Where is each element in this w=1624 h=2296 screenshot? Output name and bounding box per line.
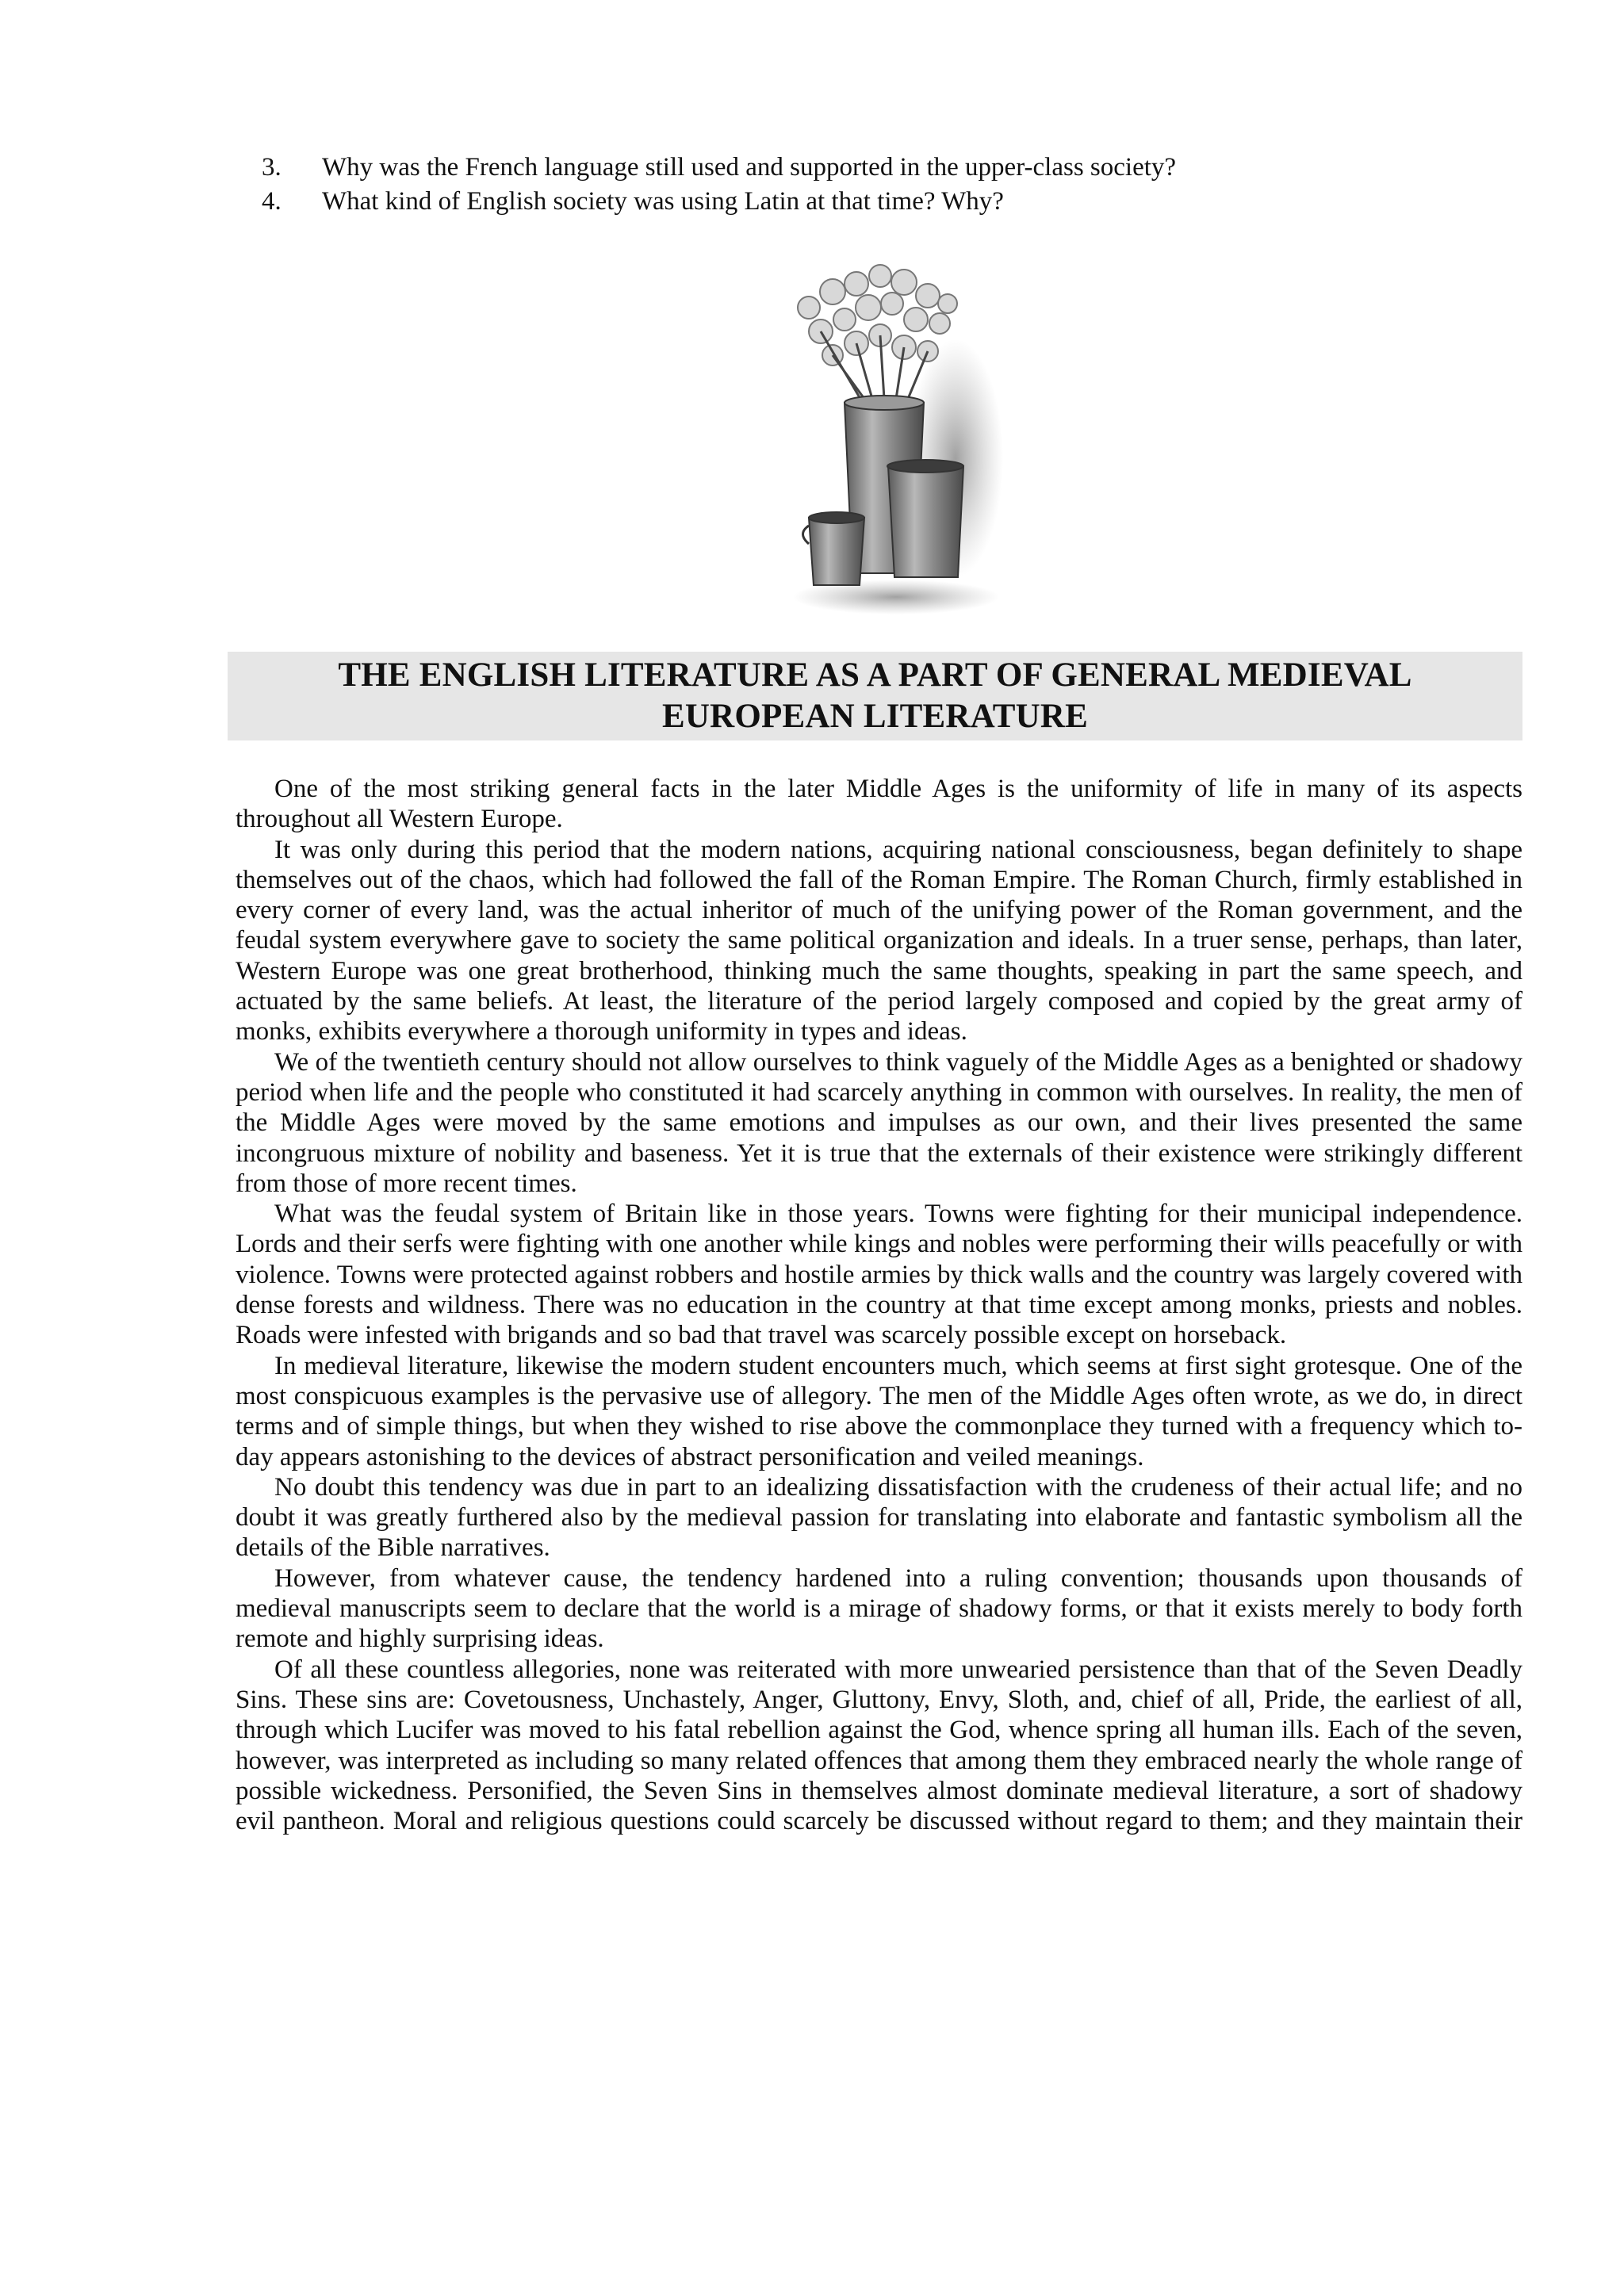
paragraph: It was only during this period that the modern nations, acquiring national consciousness, began definitely to shape themselves out of the chaos, which had followed the fall of the Roman Empire. The Roman Church, firmly established in every corner of every land, was the actual inheritor of much of the unifying power of the Roman government, and the feudal system everywhere gave to society the same political organization and ideals. In a truer sense, perhaps, than later, Western Europe was one great brotherhood, thinking much the same thoughts, speaking in part the same speech, and actuated by the same beliefs. At least, the literature of the period largely composed and copied by the great army of monks, exhibits everywhere a thorough uniformity in types and ideas. [236, 835, 1522, 1047]
section-heading-box [228, 652, 1522, 740]
section-heading [228, 652, 1522, 737]
body-text [236, 774, 1522, 1836]
section-heading-line-2: EUROPEAN LITERATURE [662, 698, 1088, 735]
paragraph: No doubt this tendency was due in part to an idealizing dissatisfaction with the crudeness of their actual life; and no doubt it was greatly furthered also by the medieval passion for translating into elaborate and fantastic symbolism all the details of the Bible narratives. [236, 1472, 1522, 1563]
paragraph: In medieval literature, likewise the modern student encounters much, which seems at first sight grotesque. One of the most conspicuous examples is the pervasive use of allegory. The men of the Middle Ages often wrote, as we do, in direct terms and of simple things, but when they wished to rise above the commonplace they turned with a frequency which to-day appears astonishing to the devices of abstract personification and veiled meanings. [236, 1351, 1522, 1471]
flower-buckets-illustration [777, 260, 1015, 617]
question-item [262, 151, 1530, 185]
paragraph: Of all these countless allegories, none was reiterated with more unwearied persistence than that of the Seven Deadly Sins. These sins are: Covetousness, Unchastely, Anger, Gluttony, Envy, Sloth, and, chief of all, Pride, the earliest of all, through which Lucifer was moved to his fatal rebellion against the God, whence spring all human ills. Each of the seven, however, was interpreted as including so many related offences that among them they embraced nearly the whole range of possible wickedness. Personified, the Seven Sins in themselves almost dominate medieval literature, a sort of shadowy evil pantheon. Moral and religious questions could scarcely be discussed without regard to them; and they maintain their [236, 1655, 1522, 1836]
question-text: What kind of English society was using Latin at that time? Why? [322, 187, 1004, 216]
paragraph: One of the most striking general facts in the later Middle Ages is the uniformity of life in many of its aspects throughout all Western Europe. [236, 775, 1522, 834]
question-text: Why was the French language still used and supported in the upper-class society? [322, 153, 1177, 182]
paragraph: However, from whatever cause, the tendency hardened into a ruling convention; thousands upon thousands of medieval manuscripts seem to declare that the world is a mirage of shadowy forms, or that it exists merely to body forth remote and highly surprising ideas. [236, 1563, 1522, 1654]
paragraph: What was the feudal system of Britain like in those years. Towns were fighting for their municipal independence. Lords and their serfs were fighting with one another while kings and nobles were performing their wills peacefully or with violence. Towns were protected against robbers and hostile armies by thick walls and the country was largely covered with dense forests and wildness. There was no education in the country at that time except among monks, priests and nobles. Roads were infested with brigands and so bad that travel was scarcely possible except on horseback. [236, 1200, 1522, 1350]
paragraph: We of the twentieth century should not allow ourselves to think vaguely of the Middle Ages as a benighted or shadowy period when life and the people who constituted it had scarcely anything in common with ourselves. In reality, the men of the Middle Ages were moved by the same emotions and impulses as our own, and their lives presented the same incongruous mixture of nobility and baseness. Yet it is true that the externals of their existence were strikingly different from those of more recent times. [236, 1047, 1522, 1198]
flower-buckets-image [777, 260, 1015, 617]
section-heading-line-1: THE ENGLISH LITERATURE AS A PART OF GENERAL MEDIEVAL [338, 656, 1412, 694]
question-number: 3. [262, 153, 282, 182]
question-item [262, 185, 1530, 219]
review-questions [262, 151, 1530, 219]
question-number: 4. [262, 187, 282, 216]
